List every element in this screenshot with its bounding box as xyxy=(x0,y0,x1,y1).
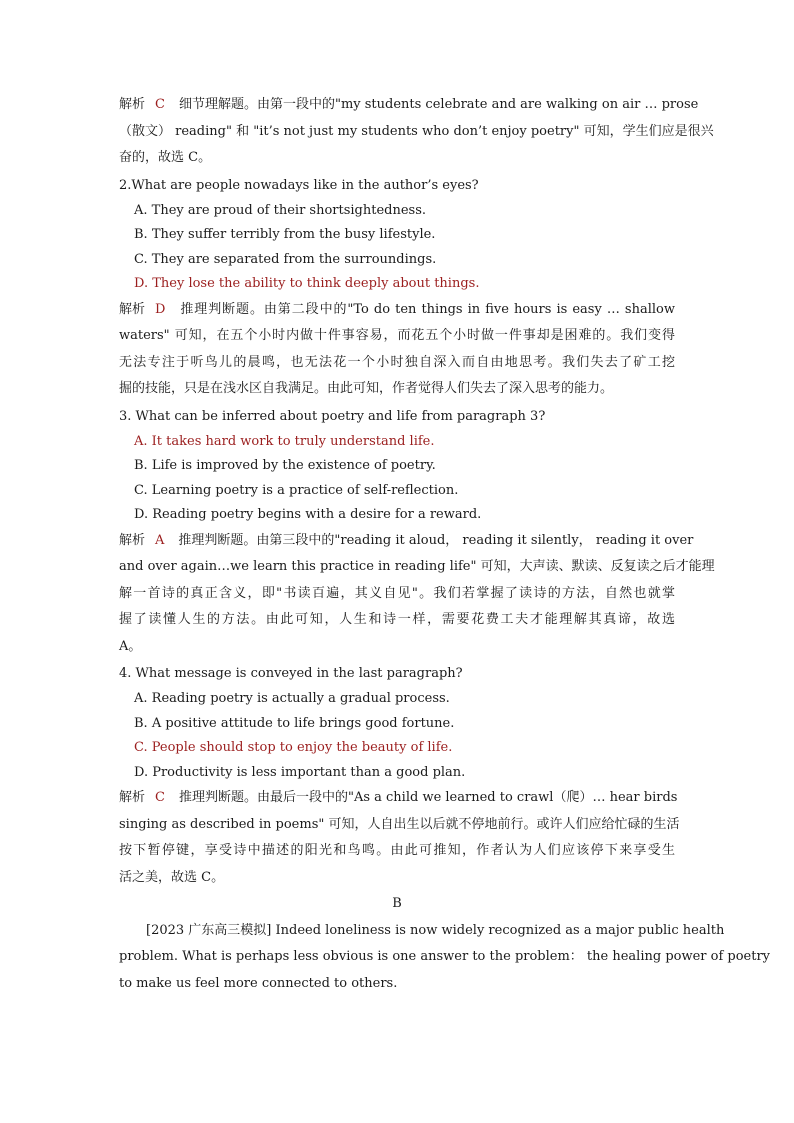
question-4-option-a: A. Reading poetry is actually a gradual process. xyxy=(134,691,450,706)
explanation-3-line-3: 解一首诗的真正含义，即"书读百遍，其义自见"。我们若掌握了读诗的方法，自然也就掌 xyxy=(119,585,675,601)
explanation-tag: 解析 xyxy=(119,97,146,112)
explanation-3-line-5: A。 xyxy=(119,638,142,654)
question-3-option-a-correct: A. It takes hard work to truly understand life. xyxy=(134,433,435,449)
explanation-2-line-1: 解析 D 推理判断题。由第二段中的"To do ten things in five hours is easy … shallow xyxy=(119,297,675,324)
explanation-3-line-1: 解析 A 推理判断题。由第三段中的"reading it aloud， reading it silently， reading it over xyxy=(119,528,675,555)
answer-letter: C xyxy=(155,97,165,112)
explanation-4-line-3: 按下暂停键，享受诗中描述的阳光和鸟鸣。由此可推知，作者认为人们应该停下来享受生 xyxy=(119,843,675,858)
explanation-3-line-4: 握了读懂人生的方法。由此可知，人生和诗一样，需要花费工夫才能理解其真谛，故选 xyxy=(119,612,675,627)
explanation-2-line-3: 无法专注于听鸟儿的晨鸣，也无法花一个小时独自深入而自由地思考。我们失去了矿工挖 xyxy=(119,354,675,370)
passage-b-line-1: [2023 广东高三模拟] Indeed loneliness is now widely recognized as a major public health xyxy=(146,922,725,938)
passage-b-line-2: problem. What is perhaps less obvious is one answer to the problem： the healing power of poetry xyxy=(119,949,771,964)
answer-letter: D xyxy=(155,301,166,317)
explanation-4-line-1: 解析 C 推理判断题。由最后一段中的"As a child we learned to crawl（爬）… hear birds xyxy=(119,785,675,812)
question-4-option-d: D. Productivity is less important than a good plan. xyxy=(134,764,466,780)
explanation-1-line-1: 解析 C 细节理解题。由第一段中的"my students celebrate and are walking on air … prose xyxy=(119,92,675,119)
question-3-option-b: B. Life is improved by the existence of poetry. xyxy=(134,458,436,473)
document-content xyxy=(119,92,771,997)
answer-letter: C xyxy=(155,790,165,805)
question-2-option-c: C. They are separated from the surroundings. xyxy=(134,251,437,267)
question-4-option-b: B. A positive attitude to life brings good fortune. xyxy=(134,715,455,731)
explanation-tag: 解析 xyxy=(119,301,146,317)
explanation-tag: 解析 xyxy=(119,532,146,548)
explanation-2-line-2: waters" 可知，在五个小时内做十件事容易，而花五个小时做一件事却是困难的。我们变得 xyxy=(119,328,675,343)
question-2-option-a: A. They are proud of their shortsightedness. xyxy=(134,202,427,218)
question-3: 3. What can be inferred about poetry and life from paragraph 3? xyxy=(119,408,546,424)
question-2: 2.What are people nowadays like in the author’s eyes? xyxy=(119,177,479,193)
question-2-option-b: B. They suffer terribly from the busy lifestyle. xyxy=(134,227,436,242)
answer-letter: A xyxy=(155,532,165,548)
question-2-option-d-correct: D. They lose the ability to think deeply about things. xyxy=(134,276,480,291)
question-3-option-c: C. Learning poetry is a practice of self-reflection. xyxy=(134,482,459,498)
question-4-option-c-correct: C. People should stop to enjoy the beauty of life. xyxy=(134,740,453,755)
explanation-2-line-4: 掘的技能，只是在浅水区自我满足。由此可知，作者觉得人们失去了深入思考的能力。 xyxy=(119,381,614,396)
passage-b-line-3: to make us feel more connected to others. xyxy=(119,975,398,991)
explanation-tag: 解析 xyxy=(119,790,146,805)
explanation-4-line-2: singing as described in poems" 可知，人自出生以后就不停地前行。或许人们应给忙碌的生活 xyxy=(119,816,680,832)
explanation-3-line-2: and over again…we learn this practice in reading life" 可知，大声读、默读、反复读之后才能理 xyxy=(119,559,715,574)
question-4: 4. What message is conveyed in the last paragraph? xyxy=(119,666,463,681)
explanation-4-line-4: 活之美，故选 C。 xyxy=(119,869,225,885)
explanation-1-line-2: （散文） reading" 和 "it’s not just my students who don’t enjoy poetry" 可知，学生们应是很兴 xyxy=(119,123,714,139)
question-3-option-d: D. Reading poetry begins with a desire for a reward. xyxy=(134,507,482,522)
explanation-1-line-3: 奋的，故选 C。 xyxy=(119,150,212,165)
section-b-heading: B xyxy=(392,896,402,911)
